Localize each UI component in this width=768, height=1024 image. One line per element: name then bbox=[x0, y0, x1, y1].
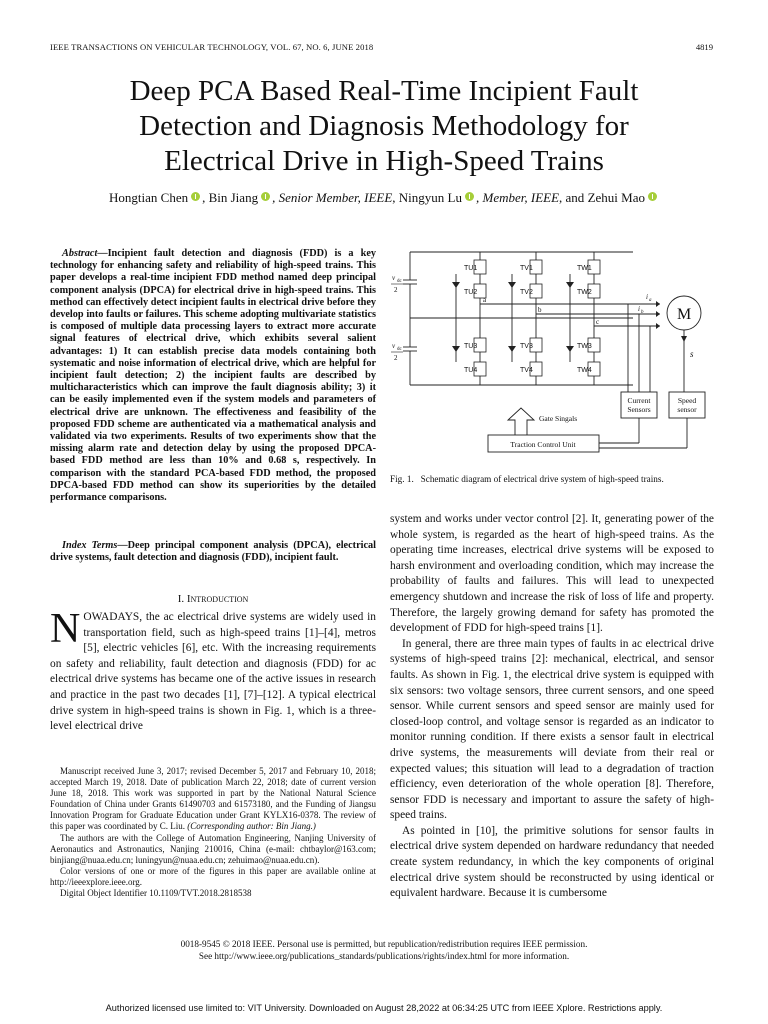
node-a-label: a bbox=[483, 296, 487, 304]
switch-label: TW2 bbox=[577, 289, 592, 296]
page-number: 4819 bbox=[695, 42, 713, 52]
abstract bbox=[50, 248, 376, 504]
section-title: Introduction bbox=[186, 593, 249, 605]
motor-label: M bbox=[677, 306, 692, 323]
vdc-denominator: 2 bbox=[394, 286, 398, 294]
current-ib-label: i bbox=[638, 305, 640, 313]
index-terms-label: Index Terms bbox=[62, 540, 118, 551]
orcid-icon[interactable] bbox=[261, 192, 270, 201]
author-3: Ningyun Lu bbox=[398, 190, 462, 205]
vdc-denominator: 2 bbox=[394, 354, 398, 362]
switch-label: TU3 bbox=[464, 343, 478, 350]
author-4: Zehui Mao bbox=[587, 190, 645, 205]
section-number: I. bbox=[177, 593, 185, 605]
intro-paragraph bbox=[50, 606, 376, 735]
title-line-2: Detection and Diagnosis Methodology for bbox=[139, 110, 629, 142]
switch-label: TU4 bbox=[464, 367, 478, 374]
traction-control-unit-label: Traction Control Unit bbox=[510, 440, 576, 449]
switch-label: TW4 bbox=[577, 367, 592, 374]
figure-1 bbox=[388, 244, 718, 471]
author-separator: , bbox=[392, 190, 399, 205]
gate-signals-label: Gate Singals bbox=[539, 414, 578, 423]
vdc-numerator: v bbox=[392, 274, 396, 282]
current-sensors-label: Sensors bbox=[627, 405, 651, 414]
index-terms bbox=[50, 540, 376, 564]
copyright-line: 0018-9545 © 2018 IEEE. Personal use is permitted, but republication/redistribution requires IEEE permission. bbox=[180, 939, 588, 949]
orcid-icon[interactable] bbox=[648, 192, 657, 201]
author-3-affiliation: , Member, IEEE bbox=[476, 190, 560, 205]
switch-label: TV1 bbox=[520, 265, 533, 272]
vdc-subscript: dc bbox=[397, 347, 402, 352]
switch-label: TV2 bbox=[520, 289, 533, 296]
body-paragraph: system and works under vector control [2]. It, generating power of the whole system, is regarded as the heart of high-speed trains. As the operating time increases, electrical drive systems will be exposed to harsh environment and overloading condition, which may increase the probability of faults and failures. This will lead to unexpected emergency shutdown and increase the risk of loss of life and property. Therefore, the largely growing demand for safety has promoted the development of FDD for high-speed trains [1]. bbox=[390, 513, 714, 635]
footnote-manuscript bbox=[50, 766, 376, 833]
corresponding-author: (Corresponding author: Bin Jiang.) bbox=[187, 821, 316, 832]
author-2: Bin Jiang bbox=[208, 190, 259, 205]
footnote-affiliation: The authors are with the College of Automation Engineering, Nanjing University of Aeronautics and Astronautics, Nanjing 210016, China (e-mail: chtbaylor@163.com; binjiang@nuaa.edu.cn; luningyun@nuaa.edu.cn; zehuimao@nuaa.edu.cn). bbox=[50, 832, 376, 865]
speed-sensor-label: Speed bbox=[677, 396, 697, 405]
body-paragraph: In general, there are three main types of faults in ac electrical drive systems of high-speed trains [2]: mechanical, electrical, and sensor faults. As shown in Fig. 1, the electrical drive system is equipped with six sensors: two voltage sensors, three current sensors, and one speed sensor. While current sensors and speed sensor are mainly used for closed-loop control, and voltage sensor is regarded as an indicator to monitor running condition. If there exists a sensor fault in electrical drive systems, the measurements will deviate from their real or expected values; this situation will lead to a degradation of traction efficiency, even deterioration of the whole operation [8]. Therefore, sensor FDD is necessary and important to assure the safety of high-speed trains. bbox=[390, 637, 714, 822]
title-line-3: Electrical Drive in High-Speed Trains bbox=[164, 145, 604, 177]
figure-1-caption bbox=[390, 474, 664, 484]
switch-label: TW3 bbox=[577, 343, 592, 350]
right-column-body bbox=[390, 512, 714, 902]
node-c-label: c bbox=[596, 318, 600, 326]
copyright-line[interactable]: See http://www.ieee.org/publications_standards/publications/rights/index.html for more information. bbox=[198, 951, 570, 961]
orcid-icon[interactable] bbox=[191, 192, 200, 201]
speed-sensor-label: sensor bbox=[677, 405, 697, 414]
vdc-subscript: dc bbox=[397, 279, 402, 284]
switch-label: TW1 bbox=[577, 265, 592, 272]
current-ia-subscript: a bbox=[649, 298, 652, 303]
current-ia-label: i bbox=[646, 293, 648, 301]
paper-title bbox=[40, 74, 728, 179]
abstract-label: Abstract bbox=[62, 248, 98, 259]
speed-symbol: s bbox=[690, 349, 694, 359]
abstract-text: —Incipient fault detection and diagnosis (FDD) is a key technology for enhancing safety and reliability of high-speed trains. This paper develops a real-time incipient FDD method named deep principal component analysis (DPCA) for electrical drive in high-speed trains. This method can effectively detect incipient faults in electrical drive before they develop into faults or failures. This scheme adopting multivariate statistics is composed of multiple data processing layers to extract more accurate signal features of electrical drive, which exhibits several salient advantages: 1) It can establish precise data models containing both systematic and noise information of electrical drive, which are helpful for incipient fault detection; 2) the incipient faults are described by multicharacteristics which can improve the fault diagnosis ability; 3) it can be easily implemented even if the system models and parameters of electrical drive are unknown. The effectiveness and feasibility of the proposed FDD scheme are authenticated via a mathematical analysis and validated via two experiments. Results of two experiments show that the missing alarm rate and detection delay by using the proposed DPCA-based FDD method are less than 10% and 0.68 s, respectively. In comparison with the standard PCA-based FDD method, the proposed DPCA-based FDD method can show its superiorities by the detailed performance comparisons. bbox=[50, 248, 376, 504]
switch-label: TU1 bbox=[464, 265, 478, 272]
body-paragraph: As pointed in [10], the primitive solutions for sensor faults in electrical drive system depended on hardware redundancy that needed create system redundancy, in which the key components of original electrical drive system should be reconstructed by using identical or equivalent hardware. Because it is cumbersome bbox=[390, 824, 714, 900]
footnote-doi: Digital Object Identifier 10.1109/TVT.2018.2818538 bbox=[60, 888, 252, 899]
orcid-icon[interactable] bbox=[465, 192, 474, 201]
switch-label: TV4 bbox=[520, 367, 533, 374]
current-ib-subscript: b bbox=[641, 310, 644, 315]
footnote-color: Color versions of one or more of the figures in this paper are available online at http://ieeexplore.ieee.org. bbox=[50, 865, 376, 887]
vdc-numerator: v bbox=[392, 342, 396, 350]
footnote bbox=[50, 766, 376, 899]
circuit-diagram bbox=[388, 244, 718, 466]
intro-lead: OWADAYS, bbox=[83, 611, 143, 623]
footnote-manuscript-text: Manuscript received June 3, 2017; revised December 5, 2017 and February 10, 2018; accepted March 19, 2018. Date of publication March 22, 2018; date of current version June 18, 2018. This work was supported in part by the National Natural Science Foundation of China under Grants 61490703 and 61573180, and the Funding of Jiangsu Innovation Program for Graduate Education under Grant KYLX16-0378. The review of this paper was coordinated by C. Liu. bbox=[50, 766, 376, 832]
author-1: Hongtian Chen bbox=[109, 190, 189, 205]
switch-label: TU2 bbox=[464, 289, 478, 296]
journal-header: IEEE TRANSACTIONS ON VEHICULAR TECHNOLOGY, VOL. 67, NO. 6, JUNE 2018 bbox=[50, 42, 374, 52]
switch-label: TV3 bbox=[520, 343, 533, 350]
author-separator: , and bbox=[559, 190, 588, 205]
index-terms-text: —Deep principal component analysis (DPCA), electrical drive systems, fault detection and diagnosis (FDD), incipient fault. bbox=[50, 540, 376, 564]
intro-text: the ac electrical drive systems are widely used in transportation field, such as high-speed trains [1]–[4], metros [5], electric vehicles [6], etc. With the increasing requirements on safety and reliability, fault detection and diagnosis (FDD) for ac electrical drive systems has became one of the active issues in research and practice in the past two decades [1], [7]–[12]. A typical electrical drive system in high-speed trains is shown in Fig. 1, which is a three-level electrical drive bbox=[50, 611, 376, 733]
drop-cap: N bbox=[50, 606, 81, 652]
caption-label: Fig. 1. bbox=[390, 474, 414, 484]
title-line-1: Deep PCA Based Real-Time Incipient Fault bbox=[129, 75, 639, 107]
section-heading-introduction bbox=[50, 593, 376, 605]
author-separator: , bbox=[202, 190, 209, 205]
caption-text: Schematic diagram of electrical drive system of high-speed trains. bbox=[420, 474, 664, 484]
author-list bbox=[40, 190, 728, 206]
author-2-affiliation: , Senior Member, IEEE bbox=[272, 190, 393, 205]
copyright-notice bbox=[40, 938, 728, 962]
node-b-label: b bbox=[538, 306, 542, 314]
current-sensors-label: Current bbox=[627, 396, 651, 405]
authorized-use-notice: Authorized licensed use limited to: VIT University. Downloaded on August 28,2022 at 06:34:25 UTC from IEEE Xplore. Restrictions apply. bbox=[105, 1003, 663, 1013]
